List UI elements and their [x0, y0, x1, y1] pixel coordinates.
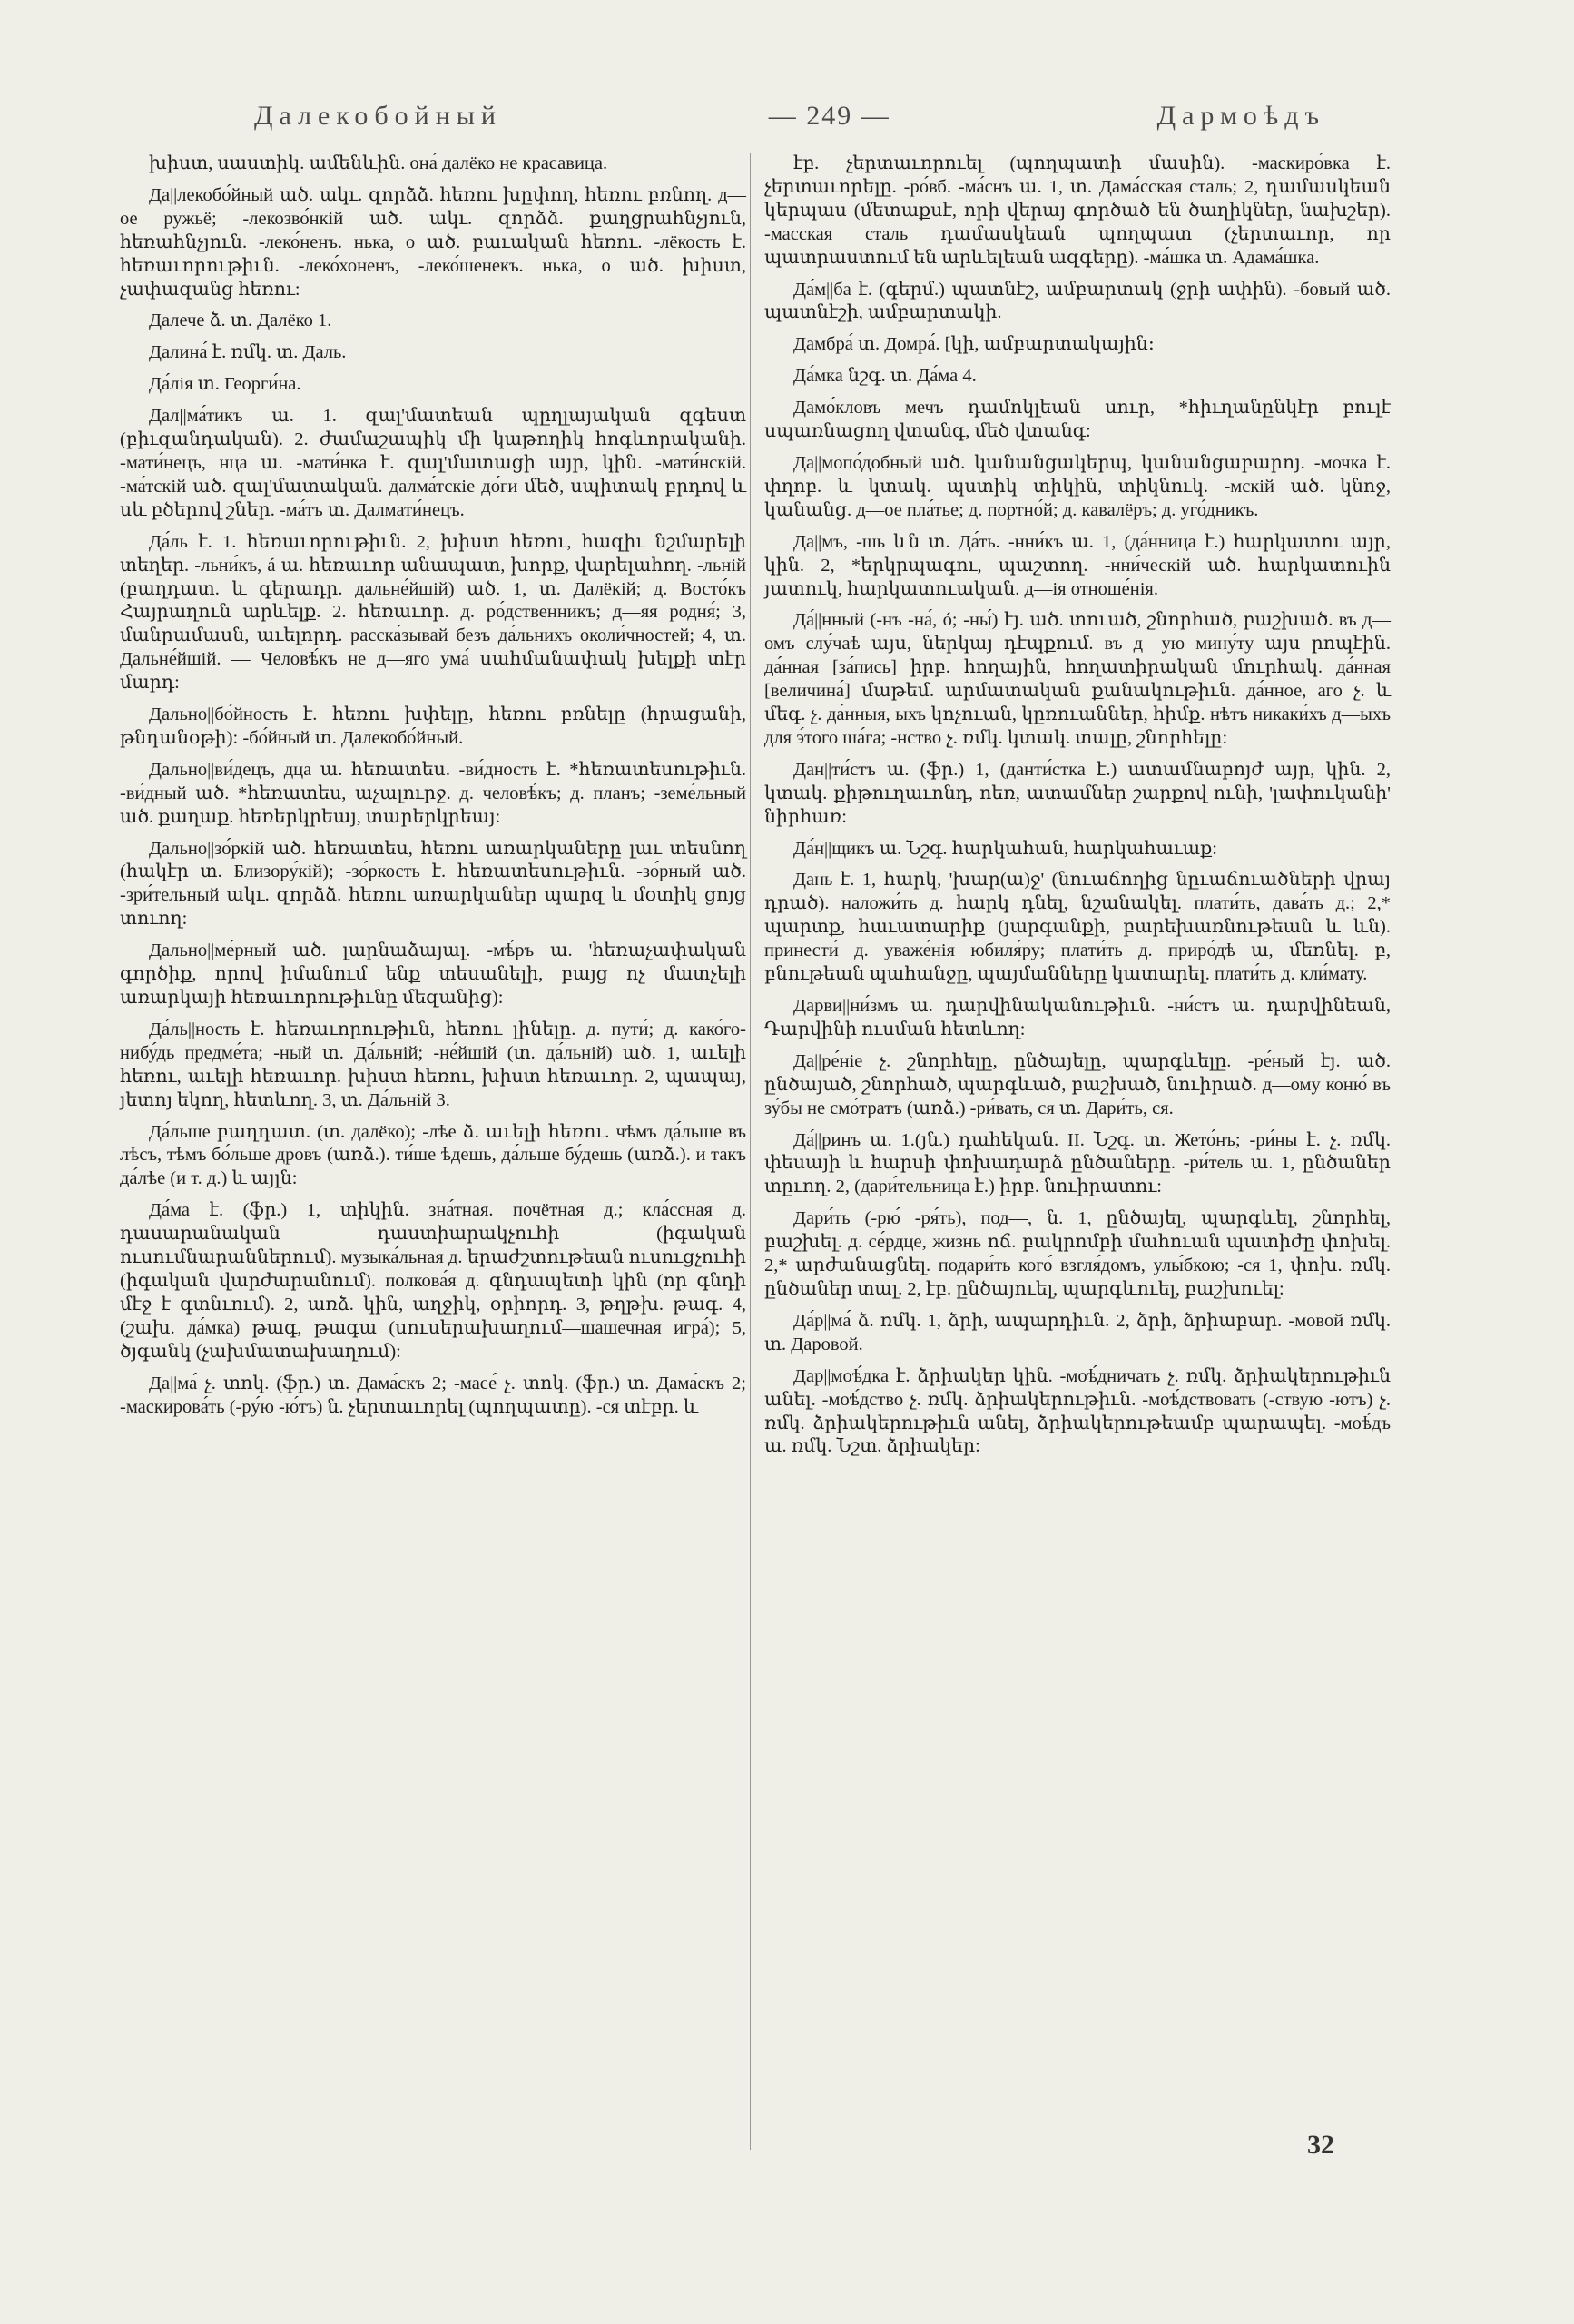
entry: խիստ, սաստիկ. ամենևին. она́ далёко не красавица.: [149, 153, 608, 173]
entry: Да||ма́ չ. տոկ. (ֆր.) տ. Дама́скъ 2; -масе́ չ. տոկ. (ֆր.) տ. Дама́скъ 2; -маскирова́ть (-ру́ю -ю́тъ) ն. չերտաւորել (պողպատը). -ся տէբր. և: [120, 1373, 746, 1417]
entry: Дан||ти́стъ ա. (ֆր.) 1, (данти́стка է.) ատամնաբոյժ այր, կին. 2, կտակ. քիթուղաւոնդ, ոեռ, ատամներ շարքով ունի, 'լափուկանի' նիրհառ:: [764, 759, 1391, 827]
entry: Да́||ринъ ա. 1.(յն.) դահեկան. II. Նշգ. տ. Жето́нъ; -ри́ны է. չ. ռմկ. փեսայի և հարսի փոխադարձ ընծաները. -ри́тель ա. 1, ընծաներ տըւող. 2, (дари́тельница է.) իրբ. նուիրատու:: [764, 1129, 1391, 1197]
entry: Дал||ма́тикъ ա. 1. զալ'մատեան պըղլայական զգեստ (բիւզանդական). 2. ժամաշապիկ մի կաթողիկ հոգևորականի. -мати́нецъ, нца ա. -мати́нка է. զալ'մատացի այր, կին. -мати́нскій. -ма́тскій ած. զալ'մատական. далма́тскіе до́ги մեծ, սպիտակ բրդով և սև բծերով շներ. -ма́тъ տ. Далмати́нецъ.: [120, 406, 746, 520]
right-column: [764, 153, 1391, 1467]
signature-number: 32: [1307, 2130, 1334, 2160]
entry: Да́льше բաղդատ. (տ. далёко); -лѣе ձ. աւելի հեռու. чѣмъ да́льше въ лѣсъ, тѣмъ бо́льше дровъ (առձ.). ти́ше ѣдешь, да́льше бу́дешь (առձ.). и такъ да́лѣе (и т. д.) և այլն:: [120, 1121, 746, 1189]
entry: Да́р||ма́ ձ. ռմկ. 1, ձրի, ապարդիւն. 2, ձրի, ձրիաբար. -мовой ռմկ. տ. Даровой.: [764, 1310, 1391, 1354]
entry: էբ. չերտաւորուել (պողպատի մասին). -маскиро́вка է. չերտաւորելը. -ро́вб. -ма́снъ ա. 1, տ. Дама́сская сталь; 2, դամասկեան կերպաս (մետաքսէ, որի վերայ գործած են ծաղիկներ, նախշեր). -масская сталь դամասկեան պողպատ (չերտաւոր, որ պատրաստում են արևելեան ազգերը). -ма́шка տ. Адама́шка.: [764, 153, 1391, 268]
entry: Да||мопо́добный ած. կանանցակերպ, կանանցաբարոյ. -мочка է. փղոբ. և կտակ. պստիկ տիկին, տիկնուկ. -мскій ած. կնոջ, կանանց. д—ое пла́тье; д. портно́й; д. кавалёръ; д. уго́дникъ.: [764, 452, 1391, 520]
entry: Да́н||щикъ ա. Նշգ. հարկահան, հարկահաւաք:: [793, 838, 1217, 859]
entry: Да́мка նշգ. տ. Да́ма 4.: [793, 366, 977, 387]
entry: Да́ль||ность է. հեռաւորութիւն, հեռու լինելը. д. пути́; д. како́го-нибу́дь предме́та; -ный տ. Да́льній; -не́йшій (տ. да́льній) ած. 1, աւելի հեռու, աւելի հեռաւոր. խիստ հեռու, խիստ հեռաւոր. 2, պապայ, յետոյ եկող, հետևող. 3, տ. Да́льній 3.: [120, 1019, 746, 1110]
entry: Да́ма է. (ֆր.) 1, տիկին. зна́тная. почётная д.; кла́ссная д. դասարանական դաստիարակչուհի (իգական ուսումնարաններում). музыка́льная д. երաժշտութեան ուսուցչուհի (իգական վարժարանում). полкова́я д. գնդապետի կին (որ գնդի մէջ է գտնւում). 2, առձ. կին, աղջիկ, օրիորդ. 3, թղթխ. թագ. 4, (շախ. да́мка) թագ, թագա (սուսերախաղում—шашечная игра́); 5, ծյգանկ (չախմատախաղում):: [120, 1200, 746, 1362]
entry: Дально||зо́ркій ած. հեռատես, հեռու առարկաները լաւ տեսնող (հակէր տ. Близору́кій); -зо́ркость է. հեռատեսութիւն. -зо́рный ած. -зри́тельный ակւ. զորձձ. հեռու առարկաներ պարզ և մօտիկ ցոյց տուող:: [120, 838, 746, 930]
entry: Дари́ть (-рю́ -ря́ть), под—, ն. 1, ընծայել, պարգևել, շնորհել, բաշխել. д. се́рдце, жизнь ոճ. բակրոմբի մահուան պատիժը փոխել. 2,* արժանացնել. подари́ть кого́ взгля́домъ, улы́бкою; -ся 1, փոխ. ռմկ. ընծաներ տալ. 2, էբ. ընծայուել, պարգևուել, բաշխուել:: [764, 1208, 1391, 1299]
running-header: [254, 98, 1325, 134]
entry: Дально||бо́йность է. հեռու խփելը, հեռու բռնելը (հրացանի, թնդանօթի): -бо́йный տ. Далекобо́йный.: [120, 704, 746, 748]
entry: Да́лія տ. Георги́на.: [149, 374, 301, 395]
entry: Дань է. 1, հարկ, 'խար(ա)ջ' (նուաճողից նըւաճուածների վրայ դրած). наложи́ть д. հարկ դնել, նշանակել. плати́ть, дава́ть д.; 2,* պարտք, հաւատարիք (յարգանքի, բարեխառնութեան և ևն). принести́ д. уваже́нія юбиля́ру; плати́ть д. приро́дѣ ա, մեռնել. բ, բնութեան պահանջը, պայմանները կատարել. плати́ть д. кли́мату.: [764, 870, 1391, 985]
header-left-word: Далекобойный: [254, 101, 502, 131]
entry: Да́||нный (-нъ -на́, ó; -ны́) էյ. ած. տուած, շնորհած, բաշխած. въ д—омъ слу́чаѣ այս, ներկայ դէպքում. въ д—ую мину́ту այս րոպէին. да́нная [за́пись] իրբ. հողային, հողատիրական մուրհակ. да́нная [величина́] մաթեմ. արմատական քանակութիւն. да́нное, аго չ. և մեգ. չ. да́нныя, ыхъ կոչուան, կըռուաններ, հիմք. нѣтъ никаки́хъ д—ыхъ для э́того ша́га; -нство չ. ռմկ. կտակ. տալը, շնորհելը:: [764, 610, 1391, 748]
entry: Да́м||ба է. (գերմ.) պատնէշ, ամբարտակ (ջրի ափին). -бовый ած. պատնէշի, ամբարտակի.: [764, 279, 1391, 323]
entry: Да||ре́ніе չ. շնորհելը, ընծայելը, պարգևելը. -ре́ный էյ. ած. ընծայած, շնորհած, պարգևած, բաշխած, նուիրած. д—ому коню́ въ зу́бы не смо́тратъ (առձ.) -ри́вать, ся տ. Дари́ть, ся.: [764, 1050, 1391, 1118]
entry: Далече ձ. տ. Далёко 1.: [149, 310, 332, 331]
column-divider: [750, 153, 751, 2150]
entry: Да||лекобо́йный ած. ակւ. զորձձ. հեռու խըփող, հեռու բռնող. д—ое ружьё; -лекозво́нкій ած. ակւ. զորձձ. քաղցրահնչյուն, հեռահնչյուն. -леко́ненъ. нька, о ած. բաւական հեռու. -лёкость է. հեռաւորութիւն. -леко́хоненъ, -леко́шенекъ. нька, о ած. խիստ, չափազանց հեռու:: [120, 184, 746, 300]
entry: Далина́ է. ռմկ. տ. Даль.: [149, 342, 347, 363]
entry: Да||мъ, -шь ևն տ. Да́ть. -нни́къ ա. 1, (да́нница է.) հարկատու այր, կին. 2, *երկրպագու, պաշտող. -нни́ческій ած. հարկատուին յատուկ, հարկատուական. д—ія отноше́нія.: [764, 531, 1391, 599]
entry: Дарви||ни́змъ ա. դարվինականութիւն. -ни́стъ ա. դարվինեան, Դարվինի ուսման հետևող:: [764, 996, 1391, 1039]
header-right-word: Дармоѣдъ: [1156, 101, 1325, 131]
entry: Дар||моѣ́дка է. ձրիակեր կին. -моѣ́дничать չ. ռմկ. ձրիակերութիւն անել. -моѣ́дство չ. ռմկ. ձրիակերութիւն. -моѣ́дствовать (-ствую -ютъ) չ. ռմկ. ձրիակերութիւն անել, ձրիակերութեամբ պարապել. -моѣ́дъ ա. ռմկ. Նշտ. ձրիակեր:: [764, 1365, 1391, 1457]
page-number: — 249 —: [768, 101, 890, 131]
left-column: [120, 153, 746, 1427]
entry: Дально||ви́децъ, дца ա. հեռատես. -ви́дность է. *հեռատեսութիւն. -ви́дный ած. *հեռատես, աչալուրջ. д. человѣ́къ; д. планъ; -земе́льный ած. քաղաք. հեռերկրեայ, տարերկրեայ:: [120, 759, 746, 827]
entry: Дально||ме́рный ած. լարնաձայալ. -мѣ́ръ ա. 'հեռաչափական գործիք, որով իմանում ենք տեսանելի, բայց ոչ մատչելի առարկայի հեռաւորութիւնը մեզանից):: [120, 940, 746, 1008]
entry: Дамо́кловъ мечъ դամոկլեան սուր, *հիւղանընկէր բուլէ սպառնացող վտանգ, մեծ վտանգ:: [764, 398, 1391, 442]
entry: Да́ль է. 1. հեռաւորութիւն. 2, խիստ հեռու, հազիւ նշմարելի տեղեր. -льни́къ, á ա. հեռաւոր անապատ, խորք, վարելահող. -льній (բաղդատ. և գերադր. дальне́йшій) ած. 1, տ. Далёкій; д. Восто́къ Հայրաղուն արևելք. 2. հեռաւոր. д. ро́дственникъ; д—яя родня́; 3, մանրամասն, աւելորդ. расска́зывай безъ да́льнихъ околи́чностей; 4, տ. Дальне́йшій. — Человѣ́къ не д—яго ума́ սահմանափակ խելքի տէր մարդ:: [120, 531, 746, 694]
entry: Дамбра́ տ. Домра́. [կի, ամբարտակային։: [793, 334, 1155, 355]
